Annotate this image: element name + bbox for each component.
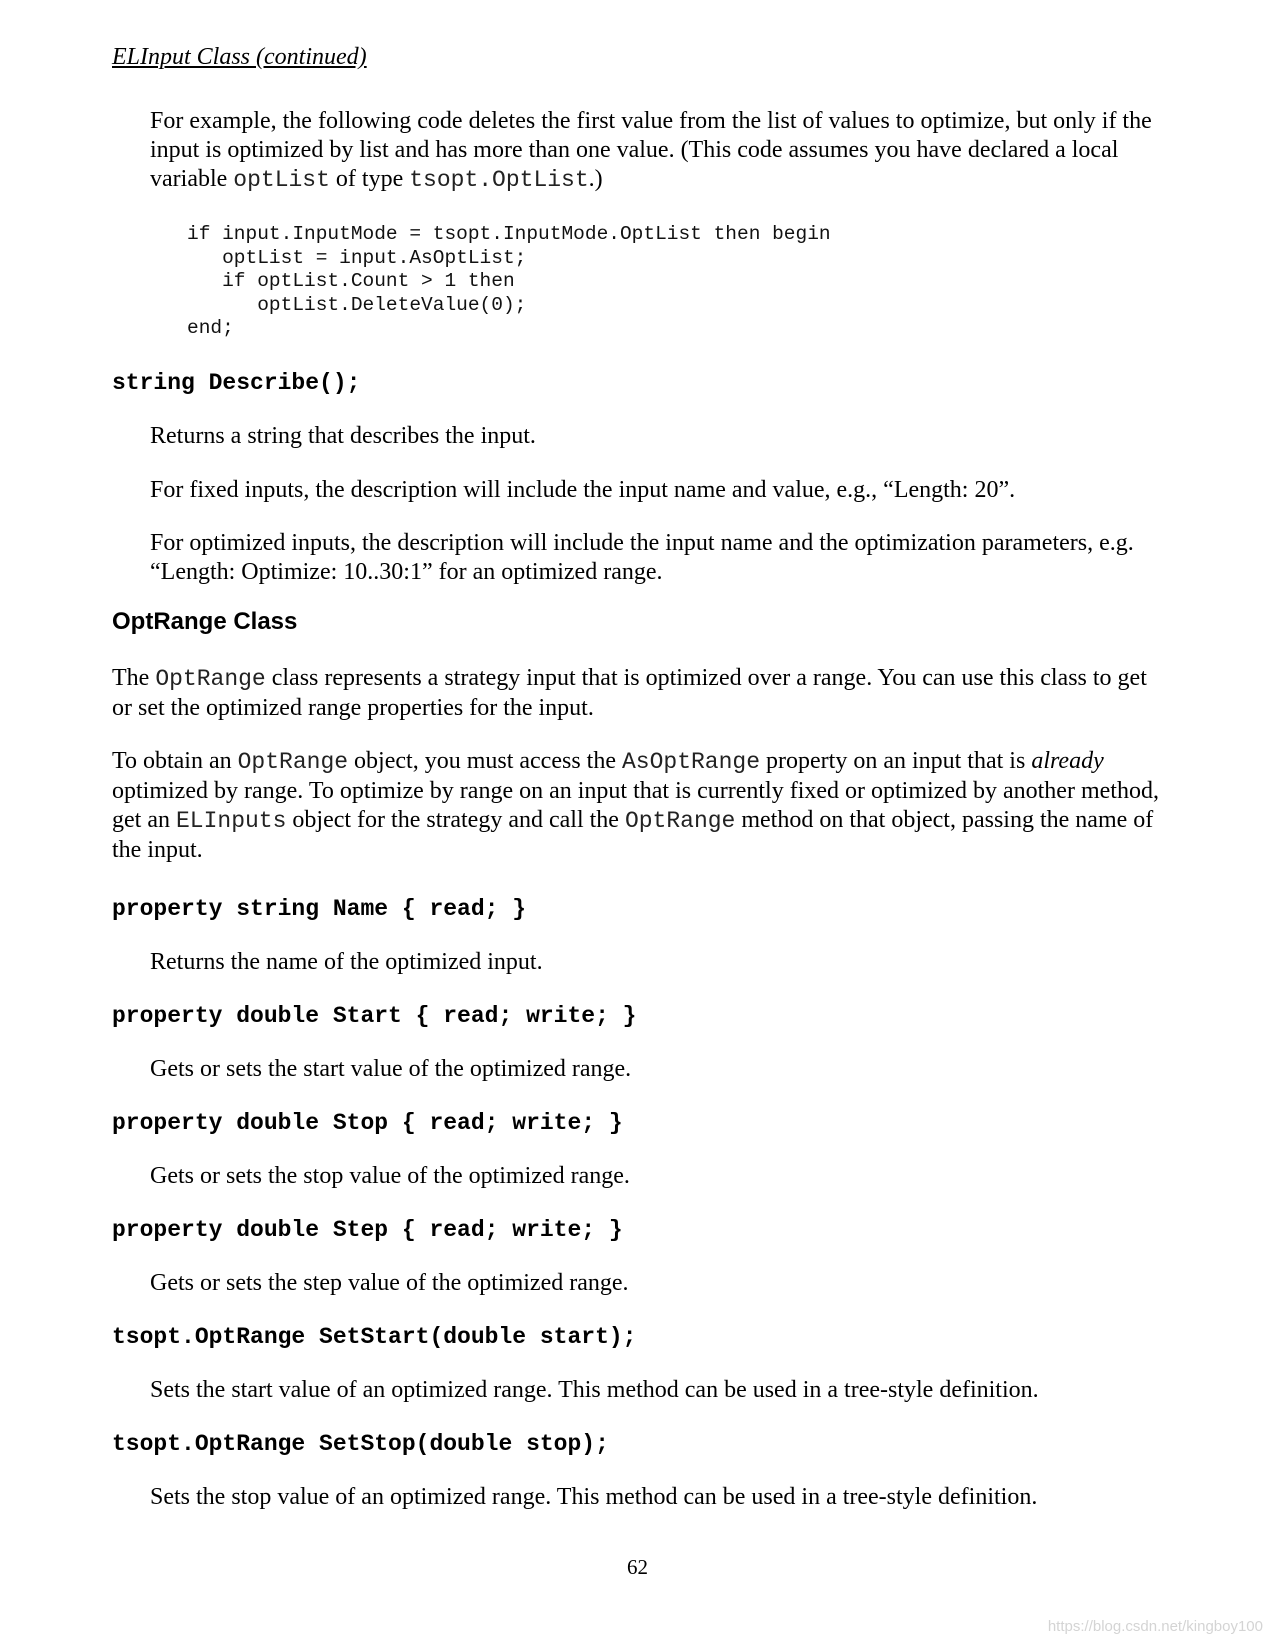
inline-code: optList — [233, 167, 330, 193]
inline-code: OptRange — [624, 808, 736, 834]
inline-code: ELInputs — [175, 808, 287, 834]
describe-returns: Returns a string that describes the input. — [150, 423, 536, 449]
emphasis: already — [1031, 748, 1104, 774]
watermark-url: https://blog.csdn.net/kingboy100 — [1047, 1618, 1263, 1635]
inline-code: AsOptRange — [621, 749, 761, 775]
inline-code: OptRange — [155, 666, 266, 692]
inline-code: tsopt.OptList — [409, 167, 589, 193]
member-description-start: Gets or sets the start value of the optimized range. — [150, 1056, 632, 1082]
member-signature-setstop: tsopt.OptRange SetStop(double stop); — [112, 1431, 609, 1457]
describe-optimized-note: For optimized inputs, the description will include the input name and the optimization parameters, e.g. “Length: Optimize: 10..30:1” for an optimized range. — [150, 530, 1134, 585]
member-description-name: Returns the name of the optimized input. — [150, 949, 543, 975]
running-header: ELInput Class (continued) — [112, 44, 367, 70]
section-heading: OptRange Class — [112, 608, 298, 635]
describe-signature: string Describe(); — [112, 370, 361, 396]
member-description-step: Gets or sets the step value of the optimized range. — [150, 1270, 629, 1296]
member-description-stop: Gets or sets the stop value of the optimized range. — [150, 1163, 630, 1189]
describe-fixed-note: For fixed inputs, the description will include the input name and value, e.g., “Length: 20”. — [150, 477, 1016, 503]
member-description-setstart: Sets the start value of an optimized range. This method can be used in a tree-style definition. — [150, 1377, 1039, 1403]
member-signature-name: property string Name { read; } — [112, 896, 527, 922]
member-description-setstop: Sets the stop value of an optimized range. This method can be used in a tree-style definition. — [150, 1484, 1038, 1510]
member-signature-step: property double Step { read; write; } — [112, 1217, 623, 1243]
member-signature-stop: property double Stop { read; write; } — [112, 1110, 623, 1136]
member-signature-setstart: tsopt.OptRange SetStart(double start); — [112, 1324, 637, 1350]
inline-code: OptRange — [237, 749, 349, 775]
intro-paragraph: For example, the following code deletes the first value from the list of values to optimize, but only if the input is optimized by list and has more than one value. (This code assumes you have declared a local variable optList of type tsopt.OptList.) — [150, 108, 1152, 193]
member-signature-start: property double Start { read; write; } — [112, 1003, 637, 1029]
optrange-intro-paragraph: The OptRange class represents a strategy input that is optimized over a range. You can use this class to get or set the optimized range properties for the input. — [112, 665, 1147, 721]
code-block: if input.InputMode = tsopt.InputMode.OptList then begin optList = input.AsOptList; if optList.Count > 1 then optList.DeleteValue(0); end; — [187, 223, 831, 339]
optrange-usage-paragraph: To obtain an OptRange object, you must access the AsOptRange property on an input that is already optimized by range. To optimize by range on an input that is currently fixed or optimized by another method, get an ELInputs object for the strategy and call the OptRange method on that object, passing the name of the input. — [112, 748, 1159, 863]
page-number: 62 — [627, 1555, 648, 1579]
